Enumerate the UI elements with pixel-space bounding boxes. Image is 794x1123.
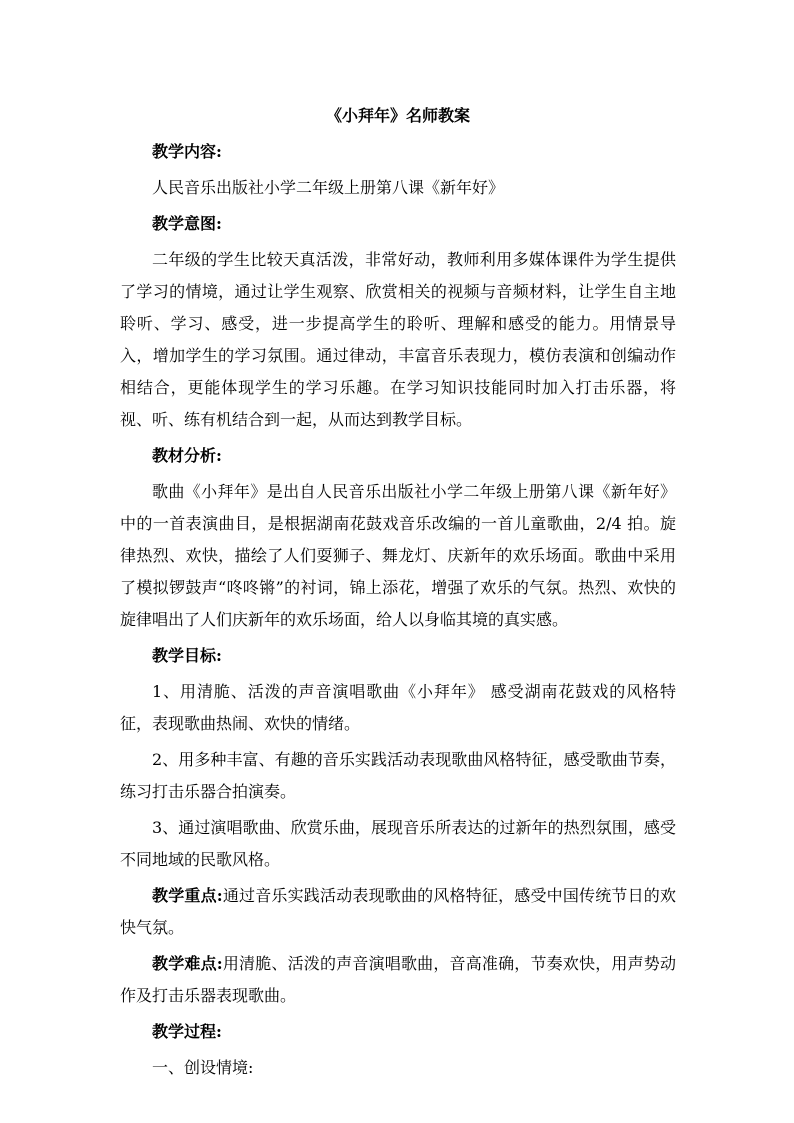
difficult-points-label: 教学难点:	[152, 954, 223, 973]
paragraph-teaching-intent: 二年级的学生比较天真活泼，非常好动，教师利用多媒体课件为学生提供了学习的情境，通过让学生观察、欣赏相关的视频与音频材料，让学生自主地聆听、学习、感受，进一步提高学生的聆听、理解和感受的能力。用情景导入，增加学生的学习氛围。通过律动，丰富音乐表现力，模仿表演和创编动作相结合，更能体现学生的学习乐趣。在学习知识技能同时加入打击乐器，将视、听、练有机结合到一起，从而达到教学目标。	[120, 250, 676, 429]
heading-material-analysis: 教材分析:	[152, 446, 222, 465]
heading-teaching-content: 教学内容:	[152, 142, 222, 161]
goal-item-1: 1、用清脆、活泼的声音演唱歌曲《小拜年》 感受湖南花鼓戏的风格特征，表现歌曲热闹、欢快的情绪。	[120, 682, 676, 733]
paragraph-key-points	[120, 880, 676, 944]
heading-teaching-goals: 教学目标:	[152, 646, 222, 665]
heading-teaching-intent: 教学意图:	[152, 214, 222, 233]
paragraph-material-analysis: 歌曲《小拜年》是出自人民音乐出版社小学二年级上册第八课《新年好》中的一首表演曲目，是根据湖南花鼓戏音乐改编的一首儿童歌曲，2/4 拍。旋律热烈、欢快，描绘了人们耍狮子、舞龙灯、庆新年的欢乐场面。歌曲中采用了模拟锣鼓声“咚咚锵”的衬词，锦上添花，增强了欢乐的气氛。热烈、欢快的旋律唱出了人们庆新年的欢乐场面，给人以身临其境的真实感。	[120, 482, 676, 629]
paragraph-teaching-content: 人民音乐出版社小学二年级上册第八课《新年好》	[152, 178, 505, 197]
goal-item-3: 3、通过演唱歌曲、欣赏乐曲，展现音乐所表达的过新年的热烈氛围，感受不同地域的民歌风格。	[120, 818, 676, 869]
process-step-1: 一、创设情境:	[152, 1058, 254, 1077]
key-points-label: 教学重点:	[152, 886, 223, 905]
document-title: 《小拜年》名师教案	[325, 106, 470, 125]
key-points-text: 通过音乐实践活动表现歌曲的风格特征，感受中国传统节日的欢快气氛。	[120, 886, 676, 937]
difficult-points-text: 用清脆、活泼的声音演唱歌曲，音高准确，节奏欢快，用声势动作及打击乐器表现歌曲。	[120, 954, 676, 1005]
paragraph-difficult-points	[120, 948, 676, 1012]
goal-item-2: 2、用多种丰富、有趣的音乐实践活动表现歌曲风格特征，感受歌曲节奏，练习打击乐器合拍演奏。	[120, 750, 676, 801]
heading-teaching-process: 教学过程:	[152, 1022, 222, 1041]
document-body	[120, 100, 676, 1088]
